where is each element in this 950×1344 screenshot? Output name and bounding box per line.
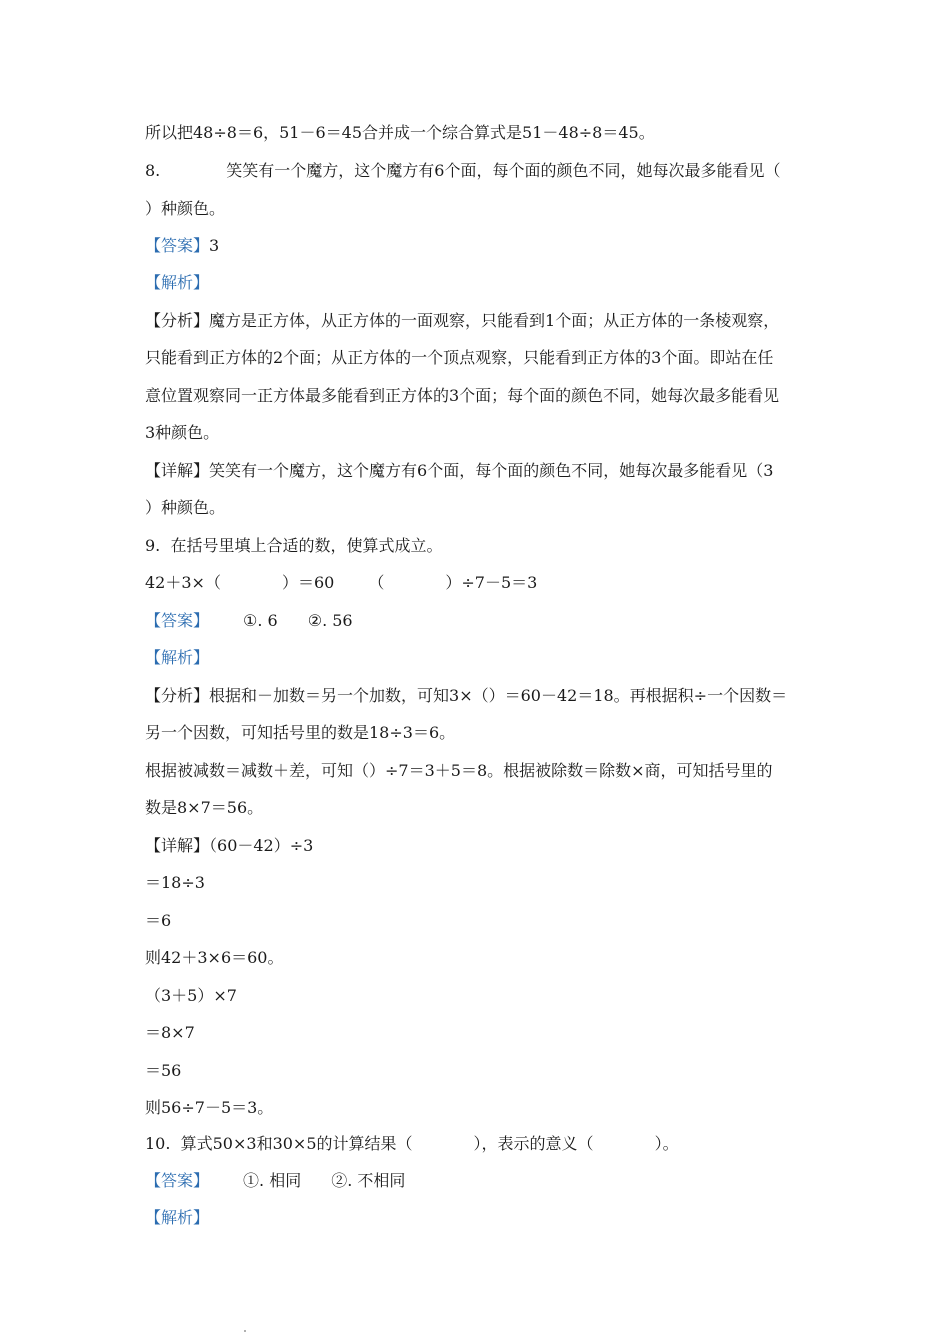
question-number: 8. [145, 161, 161, 180]
answer-option-1: ①. 相同 [243, 1171, 302, 1190]
calc-step: （3＋5）×7 [145, 986, 237, 1005]
answer-tag: 【答案】 [145, 1171, 210, 1190]
analysis-line: 另一个因数，可知括号里的数是18÷3＝6。 [145, 723, 456, 742]
answer-option-2: ②. 不相同 [331, 1171, 406, 1190]
jiexi-tag: 【解析】 [145, 273, 210, 292]
detail-line: ）种颜色。 [145, 498, 226, 517]
calc-step: 则56÷7－5＝3。 [145, 1098, 274, 1117]
detail-9: 【详解】（60－42）÷3 [145, 836, 314, 855]
detail-8: 【详解】笑笑有一个魔方，这个魔方有6个面，每个面的颜色不同，她每次最多能看见（3 [145, 461, 774, 480]
question-10: 10. 算式50×3和30×5的计算结果（ ），表示的意义（ ）。 [145, 1134, 679, 1153]
detail-tag: 【详解】 [145, 461, 210, 480]
analysis-line: 意位置观察同一正方体最多能看到正方体的3个面；每个面的颜色不同，她每次最多能看见 [145, 386, 780, 405]
detail-tag: 【详解】 [145, 836, 210, 855]
answer-option-1: ①. 6 [243, 611, 278, 630]
equation-1: 42＋3×（ ）＝60 [145, 573, 335, 592]
question-8-cont: ）种颜色。 [145, 199, 226, 218]
answer-tag: 【答案】 [145, 611, 210, 630]
question-9: 9. 在括号里填上合适的数，使算式成立。 [145, 536, 443, 555]
analysis-tag: 【分析】 [145, 686, 210, 705]
analysis-line: 只能看到正方体的2个面；从正方体的一个顶点观察，只能看到正方体的3个面。即站在任 [145, 348, 774, 367]
jiexi-tag: 【解析】 [145, 1208, 210, 1227]
jiexi-tag: 【解析】 [145, 648, 210, 667]
answer-value: 3 [209, 236, 220, 255]
answer-10 [145, 1171, 825, 1191]
question-9-equations [145, 573, 825, 593]
calc-step: 则42＋3×6＝60。 [145, 948, 284, 967]
answer-tag: 【答案】 [145, 236, 210, 255]
calc-step: ＝8×7 [145, 1023, 195, 1042]
answer-8 [145, 236, 825, 256]
answer-option-2: ②. 56 [307, 611, 353, 630]
equation-2: （ ）÷7－5＝3 [368, 573, 538, 592]
analysis-9: 【分析】根据和－加数＝另一个加数，可知3×（）＝60－42＝18。再根据积÷一个因数＝ [145, 686, 788, 705]
answer-9 [145, 611, 825, 631]
analysis-line: 3种颜色。 [145, 423, 220, 442]
calc-step: ＝18÷3 [145, 873, 205, 892]
analysis-line: 根据被减数＝减数＋差，可知（）÷7＝3＋5＝8。根据被除数＝除数×商，可知括号里的 [145, 761, 773, 780]
question-text: 笑笑有一个魔方，这个魔方有6个面，每个面的颜色不同，她每次最多能看见（ [226, 161, 781, 180]
calc-step: ＝6 [145, 911, 172, 930]
analysis-line: 数是8×7＝56。 [145, 798, 264, 817]
page-mark [244, 1330, 246, 1332]
analysis-tag: 【分析】 [145, 311, 210, 330]
calc-step: ＝56 [145, 1061, 182, 1080]
solution-line: 所以把48÷8＝6，51－6＝45合并成一个综合算式是51－48÷8＝45。 [145, 123, 655, 142]
question-8 [145, 161, 825, 181]
analysis-8: 【分析】魔方是正方体，从正方体的一面观察，只能看到1个面；从正方体的一条棱观察， [145, 311, 780, 330]
